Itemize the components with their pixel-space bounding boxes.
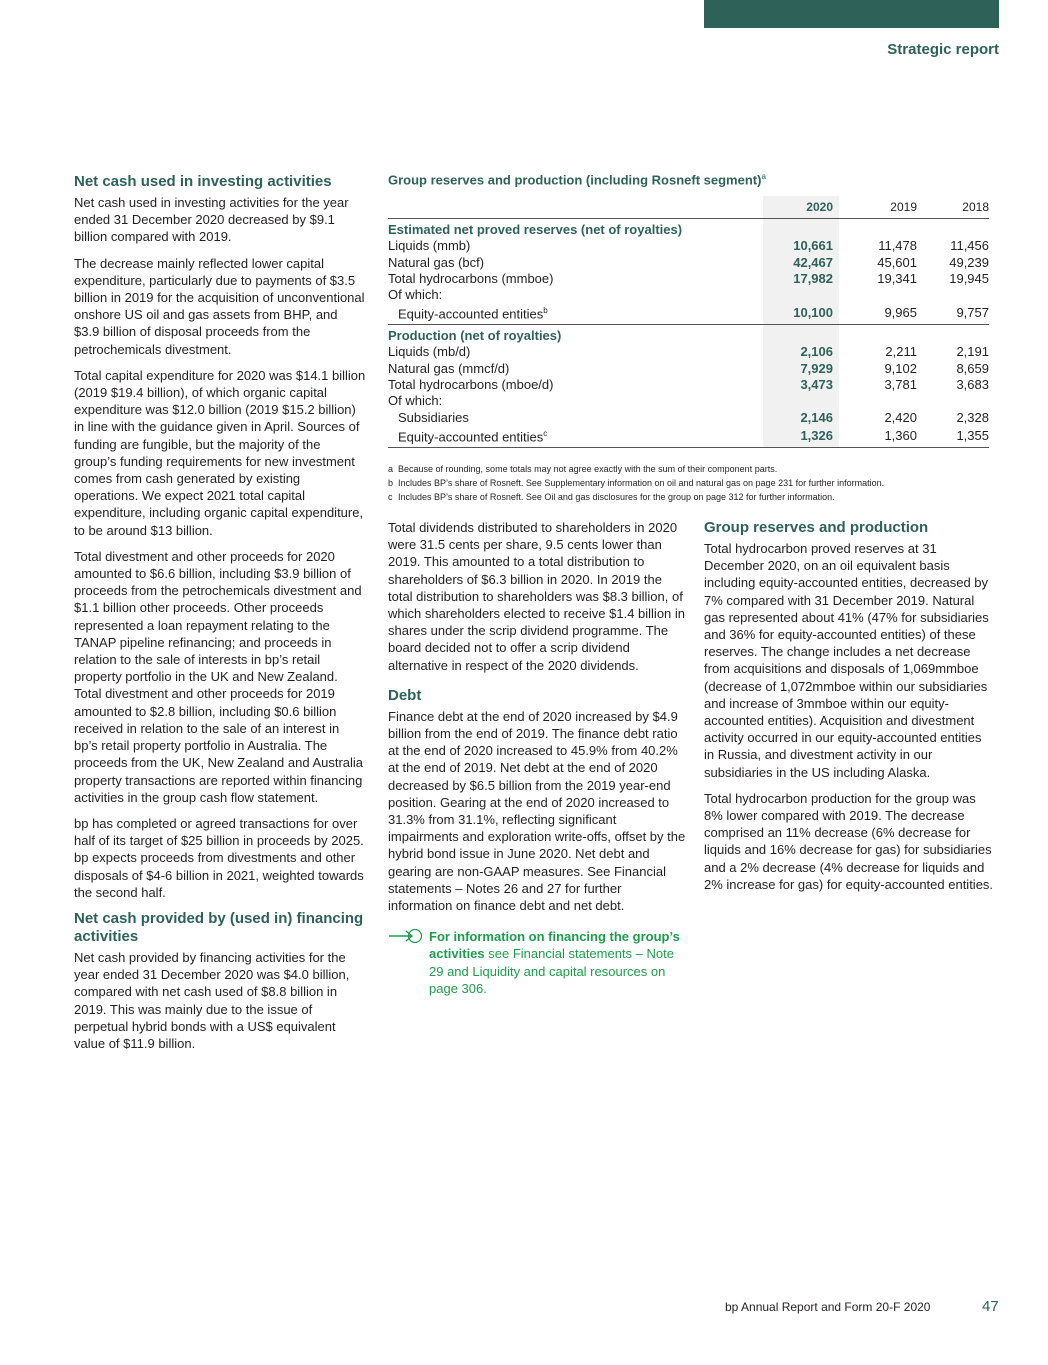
value-2020: 10,100 (763, 303, 839, 324)
value-2020: 10,661 (763, 238, 839, 254)
page-number: 47 (982, 1298, 999, 1315)
value-2019: 2,211 (885, 344, 917, 360)
table-row (388, 377, 989, 393)
reserves-heading: Group reserves and production (704, 519, 929, 536)
table-footnotes (388, 462, 1000, 504)
value-2019: 19,341 (877, 270, 917, 286)
table-row (388, 271, 989, 287)
footer-report-title: bp Annual Report and Form 20-F 2020 (725, 1300, 931, 1314)
investing-paragraph: The decrease mainly reflected lower capital expenditure, particularly due to payments of $3.5 billion in 2019 for the acquisition of unconventional onshore US oil and gas assets from BHP, and $3.9 billion of disposal proceeds from the petrochemicals divestment. (74, 255, 365, 357)
value-2020: 1,326 (763, 426, 839, 447)
reserves-table (388, 196, 989, 448)
year-header: 2018 (917, 196, 989, 219)
value-2020: 2,146 (763, 410, 839, 426)
investing-paragraph: Total divestment and other proceeds for 2020 amounted to $6.6 billion, including $3.9 billion of proceeds from the petrochemicals divestment and $1.1 billion other proceeds. Other proceeds represented a loan repayment relating to the TANAP pipeline refinancing; and proceeds in relation to the sale of interests in bp’s retail property portfolio in the UK and New Zealand. Total divestment and other proceeds for 2019 amounted to $2.8 billion, including $0.6 billion received in relation to the sale of an interest in bp’s retail property portfolio in Australia. The proceeds from the UK, New Zealand and Australia property transactions are reported within financing activities in the group cash flow statement. (74, 548, 364, 805)
row-label: Subsidiaries (398, 409, 469, 425)
middle-column (388, 519, 686, 997)
table-row (388, 426, 989, 447)
table-header-row (388, 196, 989, 219)
header-blank (388, 196, 763, 219)
row-label: Total hydrocarbons (mmboe) (388, 270, 554, 286)
section-label: Strategic report (887, 41, 999, 58)
spacer-cell (763, 219, 839, 239)
financing-callout[interactable] (388, 928, 686, 997)
arrow-circle-icon (388, 928, 424, 944)
footnote: c Includes BP’s share of Rosneft. See Oil and gas disclosures for the group on page 312 for further information. (388, 491, 835, 502)
dividends-paragraph: Total dividends distributed to shareholders in 2020 were 31.5 cents per share, 9.5 cents lower than 2019. This amounted to a total distribution to shareholders of $6.3 billion in 2020. In 2019 the total distribution to shareholders was $8.3 billion, of which shareholders elected to receive $1.4 billion in shares under the scrip dividend programme. The board decided not to offer a scrip dividend alternative in respect of the 2020 dividends. (388, 520, 686, 673)
value-2020: 2,106 (763, 344, 839, 360)
table-row (388, 344, 989, 360)
spacer-cell (763, 325, 839, 345)
debt-paragraph: Finance debt at the end of 2020 increased by $4.9 billion from the end of 2019. The finance debt ratio at the end of 2020 increased to 45.9% from 40.2% at the end of 2019. Net debt at the end of 2020 decreased by $6.5 billion from the 2019 year-end position. Gearing at the end of 2020 increased to 31.3% from 31.1%, reflecting significant impairments and exploration write-offs, offset by the hybrid bond issue in June 2020. Net debt and gearing are non-GAAP measures. See Financial statements – Notes 26 and 27 for further information on finance debt and net debt. (388, 708, 686, 914)
reserves-paragraph: Total hydrocarbon proved reserves at 31 December 2020, on an oil equivalent basis including equity-accounted entities, decreased by 7% compared with 31 December 2019. Natural gas represented about 41% (47% for subsidiaries and 36% for equity-accounted entities) of these reserves. The change includes a net decrease from acquisitions and disposals of 1,069mmboe (decrease of 1,072mmboe within our subsidiaries and increase of 3mmboe within our equity-accounted entities). Acquisition and divestment activity occurred in our equity-accounted entities in Russia, and divestment activity in our subsidiaries in the US including Alaska. (704, 541, 989, 780)
reserves-table-block (388, 172, 1000, 504)
value-2019: 11,478 (878, 238, 917, 254)
row-label: Liquids (mb/d) (388, 344, 471, 360)
value-2019: 1,360 (839, 426, 917, 447)
value-2019: 9,965 (839, 303, 917, 324)
table-row (388, 238, 989, 254)
row-label: Of which: (388, 287, 443, 303)
spacer-cell (763, 287, 839, 303)
section-row (388, 219, 989, 239)
row-label: Total hydrocarbons (mboe/d) (388, 377, 554, 392)
investing-paragraph: Total capital expenditure for 2020 was $14.1 billion (2019 $19.4 billion), of which organic capital expenditure was $12.0 billion (2019 $15.2 billion) in line with the guidance given in April. Sources of funding are fungible, but the majority of the group’s funding requirements for new investment comes from cash generated by existing operations. We expect 2021 total capital expenditure, including organic capital expenditure, to be around $13 billion. (74, 367, 366, 538)
financing-paragraph: Net cash provided by financing activities for the year ended 31 December 2020 was $4.0 billion, compared with net cash used of $8.8 billion in 2019. This was mainly due to the issue of perpetual hybrid bonds with a US$ equivalent value of $11.9 billion. (74, 949, 350, 1051)
footnote: a Because of rounding, some totals may not agree exactly with the sum of their component parts. (388, 463, 778, 474)
row-label: Of which: (388, 393, 443, 409)
value-2018: 1,355 (917, 426, 989, 447)
reserves-paragraph: Total hydrocarbon production for the group was 8% lower compared with 2019. The decrease comprised an 11% decrease (6% decrease for liquids and 16% decrease for gas) for subsidiaries and a 2% decrease (4% decrease for liquids and 2% increase for gas) for equity-accounted entities. (704, 790, 994, 892)
value-2018: 9,757 (917, 303, 989, 324)
investing-heading: Net cash used in investing activities (74, 173, 332, 190)
value-2018: 2,191 (956, 344, 989, 360)
table-row (388, 361, 989, 377)
table-row (388, 410, 989, 426)
row-label: Equity-accounted entities$^c$ (388, 426, 763, 447)
year-header: 2020 (763, 196, 839, 219)
table-title (388, 172, 1000, 196)
right-column (704, 519, 994, 902)
row-label: Equity-accounted entities$^b$ (388, 303, 763, 324)
header-bar (704, 0, 999, 28)
financing-heading: Net cash provided by (used in) financing activities (74, 909, 364, 945)
value-2018: 19,945 (949, 270, 989, 286)
left-column (74, 173, 366, 1061)
row-note: c (543, 428, 548, 438)
row-label: Liquids (mmb) (388, 238, 471, 254)
investing-paragraph: Net cash used in investing activities for the year ended 31 December 2020 decreased by $9.1 billion compared with 2019. (74, 195, 349, 245)
value-2018: 11,456 (950, 238, 989, 254)
value-2018: 3,683 (956, 377, 989, 392)
value-2020: 3,473 (763, 377, 839, 393)
value-2019: 9,102 (884, 360, 917, 376)
table-row (388, 287, 989, 303)
table-title-text: Group reserves and production (including Rosneft segment) (388, 172, 762, 188)
row-label: Natural gas (mmcf/d) (388, 360, 510, 376)
row-label: Natural gas (bcf) (388, 254, 485, 270)
section-row (388, 325, 989, 345)
investing-paragraph: bp has completed or agreed transactions for over half of its target of $25 billion in proceeds by 2025. bp expects proceeds from divestments and other disposals of $4-6 billion in 2021, weighted towards the second half. (74, 815, 364, 900)
table-row (388, 303, 989, 324)
table-title-note: a (761, 172, 766, 181)
value-2019: 2,420 (884, 409, 917, 425)
value-2019: 45,601 (877, 254, 917, 270)
spacer-cell (763, 393, 839, 409)
value-2019: 3,781 (884, 377, 917, 392)
debt-heading: Debt (388, 686, 422, 704)
callout-text: see Financial statements – Note 29 and Liquidity and capital resources on page 306. (429, 946, 674, 996)
value-2020: 42,467 (763, 255, 839, 271)
value-2018: 2,328 (956, 409, 989, 425)
callout-bold: For information on financing the group’s activities (429, 929, 680, 962)
section-title: Production (net of royalties) (388, 328, 562, 344)
value-2018: 49,239 (949, 254, 989, 270)
footnote: b Includes BP’s share of Rosneft. See Supplementary information on oil and natural gas on page 231 for further information. (388, 477, 885, 488)
table-row (388, 255, 989, 271)
value-2020: 7,929 (763, 361, 839, 377)
table-row (388, 393, 989, 409)
year-header: 2019 (839, 196, 917, 219)
value-2018: 8,659 (956, 360, 989, 376)
section-title: Estimated net proved reserves (net of royalties) (388, 222, 683, 237)
value-2020: 17,982 (763, 271, 839, 287)
row-note: b (543, 306, 548, 316)
